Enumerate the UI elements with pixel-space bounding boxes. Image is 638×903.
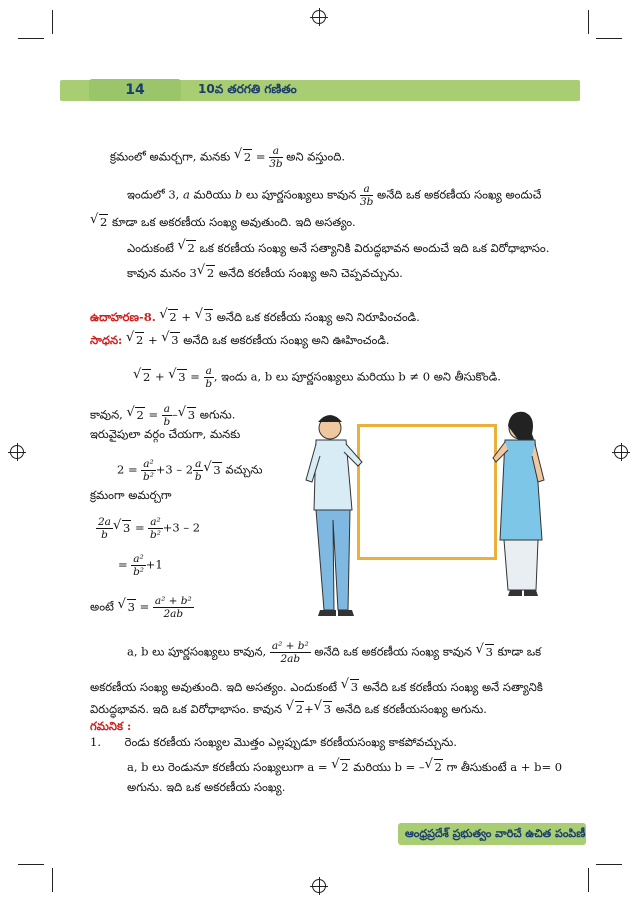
fraction-a-3b: $\frac{a}{3b}$ (269, 145, 283, 170)
crop-mark (596, 38, 622, 39)
equation: 2 = $\frac{\text{a²}}{\text{b²}}$ +3 – 2 $\frac{a}{b}$ √ 3 వచ్చును (117, 458, 262, 483)
crop-mark (588, 868, 589, 892)
equation: = $\frac{\text{a²}}{\text{b²}}$ +1 (118, 553, 163, 578)
crop-mark (52, 10, 53, 34)
text-line: అకరణీయ సంఖ్య అవుతుంది. ఇది అసత్యం. ఎందుకంటే √ 3 అనేది ఒక కరణీయ సంఖ్య అనే సత్యానికి (90, 680, 543, 694)
text-line: ఎందుకంటే √ 2 ఒక కరణీయ సంఖ్య అనే సత్యానికి విరుద్ధభావన అందుచే ఇది ఒక విరోధాభాసం. (127, 241, 549, 255)
equation: $\frac{2a}{b}$ √ 3 = $\frac{\text{a²}}{\text{b²}}$ +3 – 2 (96, 516, 200, 541)
text-line: ఇరువైపులా వర్గం చేయగా, మనకు (90, 427, 241, 441)
sqrt-2: √ 2 (234, 150, 252, 164)
crop-mark (596, 864, 622, 865)
text-line: విరుద్ధభావన. ఇది ఒక విరోధాభాసం. కావున √ 2+√ 3 అనేది ఒక కరణీయసంఖ్య అగును. (90, 702, 487, 716)
page-header-title: 10వ తరగతి గణితం (198, 82, 297, 96)
text-line: √ 2 + √ 3 = $\frac{a}{b}$ , ఇందు a, b లు పూర్ణసంఖ్యలు మరియు b ≠ 0 అని తీసుకొండి. (133, 365, 501, 390)
registration-mark-icon (312, 879, 326, 893)
text-line: ఇందులో 3, a మరియు b లు పూర్ణసంఖ్యలు కావున $\frac{a}{3b}$ అనేది ఒక అకరణీయ సంఖ్య అందుచే (127, 183, 542, 208)
equation: అంటే √ 3 = $\frac{\text{a² + b²}}{2ab}$ (90, 595, 194, 620)
note-item: 1. రెండు కరణీయ సంఖ్యల మొత్తం ఎల్లప్పుడూ కరణీయసంఖ్య కాకపోవచ్చును. (90, 735, 457, 749)
text-line: కావున, √ 2 = $\frac{a}{b}$ –√ 3 అగును. (90, 403, 235, 428)
solution-heading: సాధన: √ 2 + √ 3 అనేది ఒక అకరణీయ సంఖ్య అని ఊహించండి. (90, 333, 390, 347)
note-item: అగును. ఇది ఒక అకరణీయ సంఖ్య. (127, 780, 286, 794)
crop-mark (18, 38, 44, 39)
footer-text: ఆంధ్రప్రదేశ్ ప్రభుత్వం వారిచే ఉచిత పంపిణీ (405, 827, 586, 840)
crop-mark (588, 10, 589, 34)
fraction-a-3b: $\frac{a}{3b}$ (359, 183, 374, 208)
text-line: క్రమంగా అమర్చగా (90, 488, 172, 502)
example-heading: ఉదాహరణ-8. √ 2 + √ 3 అనేది ఒక కరణీయ సంఖ్య అని నిరూపించండి. (90, 310, 420, 324)
girl-figure (493, 412, 544, 596)
note-heading: గమనిక : (90, 719, 132, 733)
page-number: 14 (89, 79, 181, 101)
registration-mark-icon (10, 445, 24, 459)
students-illustration (300, 400, 560, 620)
text-line: a, b లు పూర్ణసంఖ్యలు కావున, $\frac{\text{a² + b²}}{2ab}$ అనేది ఒక అకరణీయ సంఖ్య కావున √ 3 కూడా ఒక (127, 640, 541, 665)
crop-mark (52, 868, 53, 892)
text-line: క్రమంలో అమర్చగా, మనకు √ 2 = $\frac{a}{3b}$ అని వస్తుంది. (110, 145, 345, 170)
boy-figure (306, 415, 362, 616)
note-item: a, b లు రెండునూ కరణీయ సంఖ్యలుగా a = √ 2 మరియు b = –√ 2 గా తీసుకుంటే a + b= 0 (127, 760, 562, 774)
text-line: కావున మనం 3√ 2 అనేది కరణీయ సంఖ్య అని చెప్పవచ్చును. (127, 266, 403, 280)
registration-mark-icon (312, 10, 326, 24)
text-line: √ 2 కూడా ఒక అకరణీయ సంఖ్య అవుతుంది. ఇది అసత్యం. (90, 215, 356, 229)
registration-mark-icon (614, 445, 628, 459)
crop-mark (18, 864, 44, 865)
